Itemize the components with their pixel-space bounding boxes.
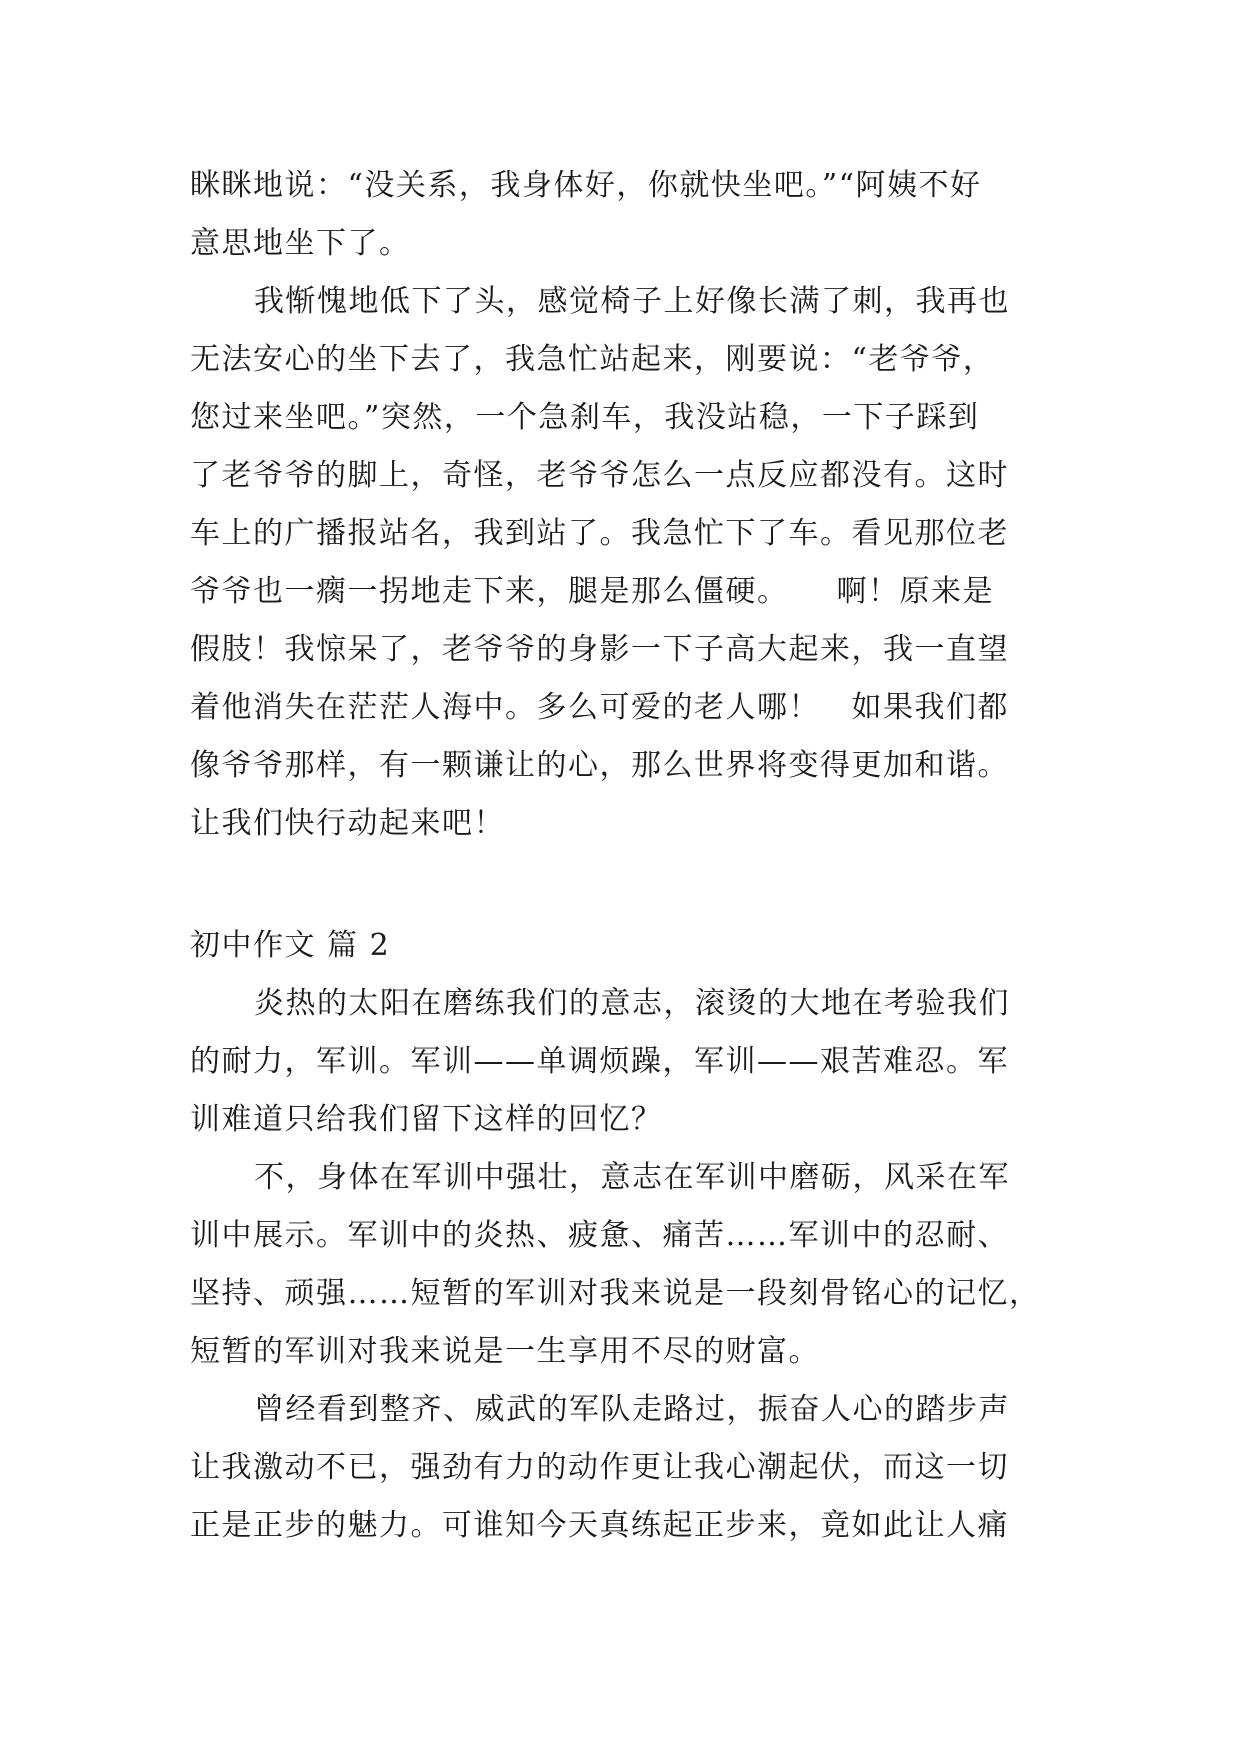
text-line: 像爷爷那样，有一颗谦让的心，那么世界将变得更加和谐。	[190, 748, 1009, 783]
text-line: 爷爷也一瘸一拐地走下来，腿是那么僵硬。 啊！原来是	[190, 574, 994, 609]
text-line: 假肢！我惊呆了，老爷爷的身影一下子高大起来，我一直望	[190, 632, 1009, 667]
paragraph-start-line: 炎热的太阳在磨练我们的意志，滚烫的大地在考验我们	[254, 986, 1010, 1021]
document-body	[190, 157, 1065, 1555]
text-line: 的耐力，军训。军训——单调烦躁，军训——艰苦难忍。军	[190, 1044, 1009, 1079]
text-line: 了老爷爷的脚上，奇怪，老爷爷怎么一点反应都没有。这时	[190, 458, 1009, 493]
text-line: 正是正步的魅力。可谁知今天真练起正步来，竟如此让人痛	[190, 1508, 1009, 1543]
text-line: 无法安心的坐下去了，我急忙站起来，刚要说：“老爷爷，	[190, 342, 995, 377]
text-line: 您过来坐吧。”突然，一个急刹车，我没站稳，一下子踩到	[190, 400, 980, 435]
section-gap	[190, 853, 1065, 917]
paragraph-start-line: 不，身体在军训中强壮，意志在军训中磨砺，风采在军	[254, 1160, 1010, 1195]
text-line: 坚持、顽强……短暂的军训对我来说是一段刻骨铭心的记忆，	[190, 1276, 1041, 1311]
text-line: 着他消失在茫茫人海中。多么可爱的老人哪！ 如果我们都	[190, 690, 1009, 725]
text-line: 让我们快行动起来吧！	[190, 806, 505, 841]
text-line: 让我激动不已，强劲有力的动作更让我心潮起伏，而这一切	[190, 1450, 1009, 1485]
text-line: 意思地坐下了。	[190, 226, 411, 261]
text-line: 车上的广播报站名，我到站了。我急忙下了车。看见那位老	[190, 516, 1009, 551]
text-line: 训中展示。军训中的炎热、疲惫、痛苦……军训中的忍耐、	[190, 1218, 1009, 1253]
text-line: 短暂的军训对我来说是一生享用不尽的财富。	[190, 1334, 820, 1369]
paragraph-start-line: 我惭愧地低下了头，感觉椅子上好像长满了刺，我再也	[254, 284, 1010, 319]
essay-title: 初中作文 篇 2	[190, 928, 391, 963]
paragraph-start-line: 曾经看到整齐、威武的军队走路过，振奋人心的踏步声	[254, 1392, 1010, 1427]
text-line: 眯眯地说：“没关系，我身体好，你就快坐吧。”“阿姨不好	[190, 168, 982, 203]
text-line: 训难道只给我们留下这样的回忆？	[190, 1102, 663, 1137]
